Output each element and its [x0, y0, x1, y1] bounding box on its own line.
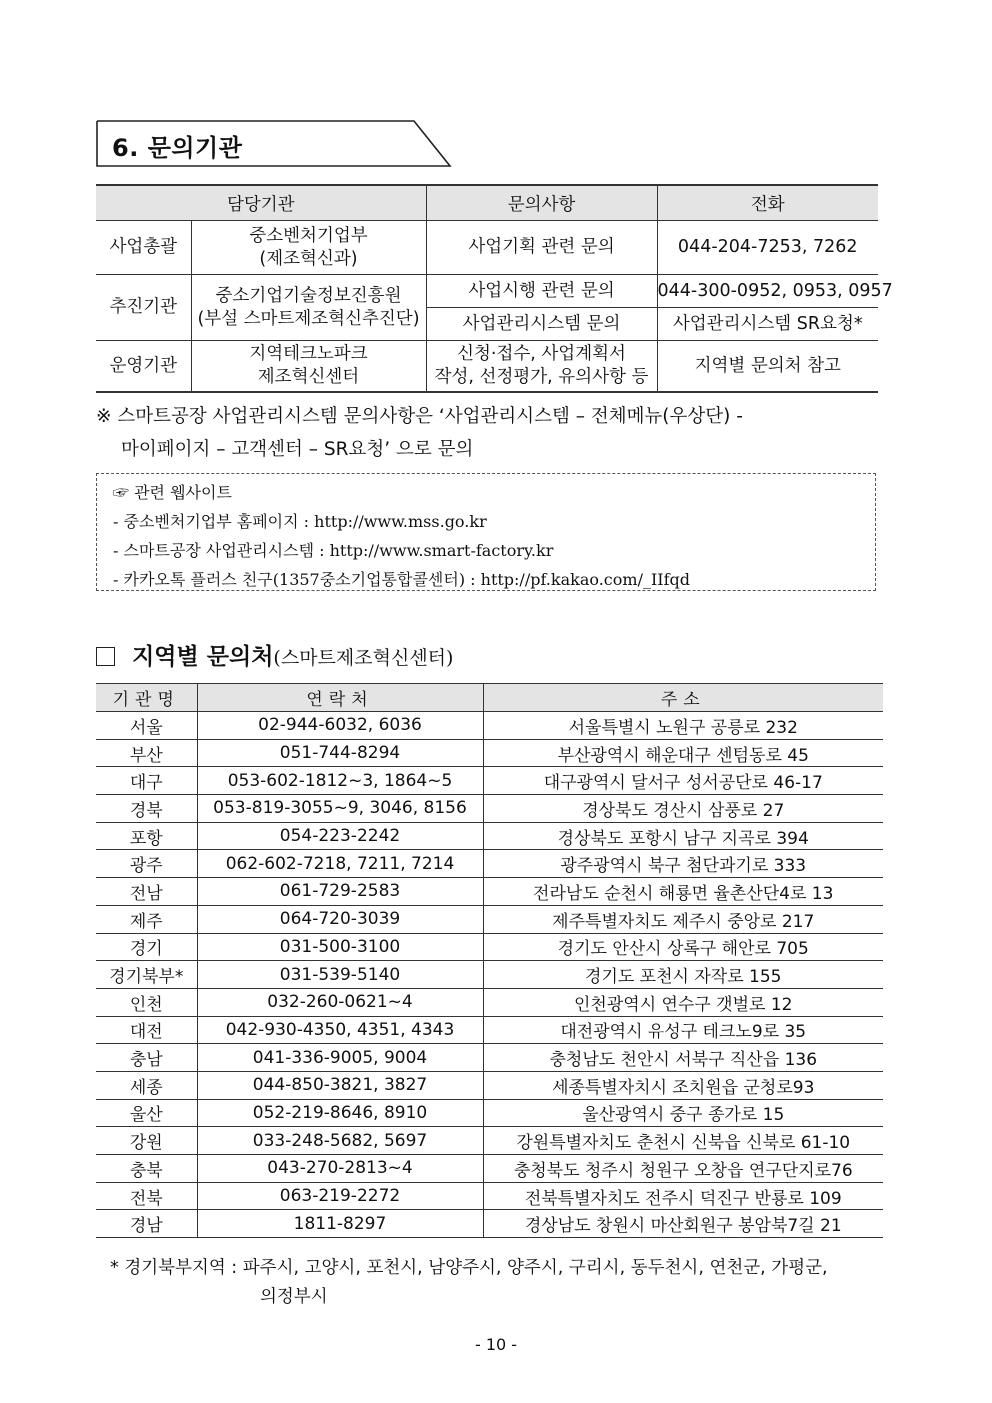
table-row [96, 1016, 883, 1044]
matter-line: 신청·접수, 사업계획서 [457, 344, 626, 364]
org-cell [191, 221, 426, 275]
address-cell: 대구광역시 달서구 성서공단로 46-17 [483, 767, 883, 795]
name-cell: 포항 [96, 822, 197, 850]
table-row [96, 221, 878, 275]
name-cell: 경기북부* [96, 961, 197, 989]
websites-heading: ☞ 관련 웹사이트 [113, 483, 232, 502]
contact-cell: 033-248-5682, 5697 [197, 1127, 483, 1155]
name-cell: 광주 [96, 850, 197, 878]
table-row [96, 1071, 883, 1099]
name-cell: 충남 [96, 1044, 197, 1072]
name-cell: 대구 [96, 767, 197, 795]
address-cell: 경기도 포천시 자작로 155 [483, 961, 883, 989]
name-cell: 전북 [96, 1182, 197, 1210]
name-cell: 경남 [129, 1216, 163, 1237]
header-cell: 주소 [483, 684, 883, 712]
address-cell: 세종특별자치시 조치원읍 군청로93 [483, 1071, 883, 1099]
name-cell: 전남 [96, 878, 197, 906]
address-cell: 경상북도 경산시 삼풍로 27 [483, 795, 883, 823]
regional-contacts-table [96, 683, 883, 1238]
table-row [96, 1182, 883, 1210]
address-cell: 경상북도 포항시 남구 지곡로 394 [483, 822, 883, 850]
contact-cell: 031-539-5140 [197, 961, 483, 989]
contact-cell: 051-744-8294 [197, 739, 483, 767]
name-cell: 경북 [96, 795, 197, 823]
org-line: (부설 스마트제조혁신추진단) [197, 308, 420, 329]
address-cell: 경기도 안산시 상록구 해안로 705 [483, 933, 883, 961]
address-cell: 전라남도 순천시 해룡면 율촌산단4로 13 [483, 878, 883, 906]
regional-subtitle: (스마트제조혁신센터) [273, 647, 454, 669]
phone-cell: 사업관리시스템 SR요청* [657, 308, 878, 341]
name-cell: 대전 [96, 1016, 197, 1044]
contact-cell: 064-720-3039 [197, 905, 483, 933]
name-cell: 충북 [96, 1155, 197, 1183]
checkbox-icon [96, 647, 115, 666]
org-line: 지역테크노파크 [249, 344, 368, 364]
org-line: 제조혁신센터 [257, 367, 360, 387]
table-row [96, 1099, 883, 1127]
contact-cell: 052-219-8646, 8910 [197, 1099, 483, 1127]
matter-cell: 사업관리시스템 문의 [426, 308, 657, 341]
contact-cell: 053-819-3055~9, 3046, 8156 [197, 795, 483, 823]
matter-cell [426, 341, 657, 393]
contact-cell: 1811-8297 [197, 1210, 483, 1238]
table-row [96, 1127, 883, 1155]
contact-cell: 041-336-9005, 9004 [197, 1044, 483, 1072]
header-cell: 문의사항 [426, 185, 657, 221]
regional-heading [96, 638, 453, 671]
note-line: ※ 스마트공장 사업관리시스템 문의사항은 ‘사업관리시스템 – 전체메뉴(우상단) - [96, 406, 743, 427]
note [96, 400, 896, 466]
address-cell: 제주특별자치도 제주시 중앙로 217 [483, 905, 883, 933]
section-title [112, 128, 242, 163]
address-cell: 서울특별시 노원구 공릉로 232 [483, 712, 883, 740]
header-cell: 전화 [657, 185, 878, 221]
address-cell: 전북특별자치도 전주시 덕진구 반룡로 109 [483, 1182, 883, 1210]
name-cell: 세종 [96, 1071, 197, 1099]
address-cell: 충청남도 천안시 서북구 직산읍 136 [483, 1044, 883, 1072]
org-cell [191, 275, 426, 341]
matter-line: 작성, 선정평가, 유의사항 등 [434, 367, 649, 387]
contact-cell: 031-500-3100 [197, 933, 483, 961]
contact-cell: 044-850-3821, 3827 [197, 1071, 483, 1099]
address-cell: 충청북도 청주시 청원구 오창읍 연구단지로76 [483, 1155, 883, 1183]
table-row [96, 341, 878, 393]
matter-cell: 사업시행 관련 문의 [426, 275, 657, 308]
section-number: 6. [112, 134, 139, 162]
header-cell: 담당기관 [96, 185, 426, 221]
name-cell: 울산 [96, 1099, 197, 1127]
footnote [110, 1254, 910, 1312]
table-row [96, 988, 883, 1016]
table-row [96, 905, 883, 933]
contact-cell: 063-219-2272 [197, 1182, 483, 1210]
website-item[interactable]: - 중소벤처기업부 홈페이지 : http://www.mss.go.kr [113, 512, 487, 531]
table-row [96, 878, 883, 906]
category-cell: 사업총괄 [96, 221, 191, 275]
table-row [96, 822, 883, 850]
note-line: 마이페이지 – 고객센터 – SR요청’ 으로 문의 [121, 439, 474, 460]
org-line: 중소벤처기업부 [249, 225, 368, 246]
category-cell: 운영기관 [96, 341, 191, 393]
contact-cell: 032-260-0621~4 [197, 988, 483, 1016]
contact-cell: 061-729-2583 [197, 878, 483, 906]
address-cell: 대전광역시 유성구 테크노9로 35 [483, 1016, 883, 1044]
address-cell: 부산광역시 해운대구 센텀동로 45 [483, 739, 883, 767]
address-cell: 광주광역시 북구 첨단과기로 333 [483, 850, 883, 878]
page-number: - 10 - [474, 1335, 518, 1354]
name-cell: 강원 [96, 1127, 197, 1155]
address-cell: 강원특별자치도 춘천시 신북읍 신북로 61-10 [483, 1127, 883, 1155]
name-cell: 제주 [96, 905, 197, 933]
address-cell: 경상남도 창원시 마산회원구 봉암북7길 21 [483, 1210, 883, 1238]
contact-cell: 02-944-6032, 6036 [197, 712, 483, 740]
table-row [96, 795, 883, 823]
table-row [96, 933, 883, 961]
table-row [96, 850, 883, 878]
phone-cell: 지역별 문의처 참고 [657, 341, 878, 393]
footnote-line: 의정부시 [260, 1287, 328, 1307]
table-row [96, 739, 883, 767]
regional-title: 지역별 문의처 [132, 644, 274, 670]
contact-cell: 043-270-2813~4 [197, 1155, 483, 1183]
category-cell: 추진기관 [96, 275, 191, 341]
table-row [96, 1210, 883, 1238]
org-line: (제조혁신과) [259, 248, 358, 269]
contact-cell: 042-930-4350, 4351, 4343 [197, 1016, 483, 1044]
table-row [96, 1044, 883, 1072]
org-cell [191, 341, 426, 393]
table-row [96, 1155, 883, 1183]
section-title-text: 문의기관 [147, 134, 243, 162]
inquiry-table [96, 184, 893, 393]
phone-cell: 044-204-7253, 7262 [657, 221, 878, 275]
contact-cell: 054-223-2242 [197, 822, 483, 850]
inquiry-table-header [96, 185, 878, 221]
footnote-line: * 경기북부지역 : 파주시, 고양시, 포천시, 남양주시, 양주시, 구리시, 동두천시, 연천군, 가평군, [110, 1258, 828, 1278]
name-cell: 부산 [96, 739, 197, 767]
table-row [96, 275, 878, 308]
section-heading [96, 120, 452, 168]
name-cell: 서울 [96, 712, 197, 740]
contact-cell: 053-602-1812~3, 1864~5 [197, 767, 483, 795]
regional-table-header [96, 684, 883, 712]
matter-cell: 사업기획 관련 문의 [426, 221, 657, 275]
table-row [96, 961, 883, 989]
address-cell: 울산광역시 중구 종가로 15 [483, 1099, 883, 1127]
website-item[interactable]: - 스마트공장 사업관리시스템 : http://www.smart-factory.kr [113, 541, 554, 560]
name-cell: 경기 [96, 933, 197, 961]
table-row [96, 712, 883, 740]
header-cell: 연락처 [197, 684, 483, 712]
org-line: 중소기업기술정보진흥원 [215, 285, 402, 306]
address-cell: 인천광역시 연수구 갯벌로 12 [483, 988, 883, 1016]
name-cell: 인천 [96, 988, 197, 1016]
table-row [96, 767, 883, 795]
website-item[interactable]: - 카카오톡 플러스 친구(1357중소기업통합콜센터) : http://pf.kakao.com/_IIfqd [113, 570, 691, 589]
related-websites-box [96, 473, 876, 591]
phone-cell: 044-300-0952, 0953, 0957 [657, 275, 878, 308]
header-cell: 기관명 [96, 684, 197, 712]
contact-cell: 062-602-7218, 7211, 7214 [197, 850, 483, 878]
